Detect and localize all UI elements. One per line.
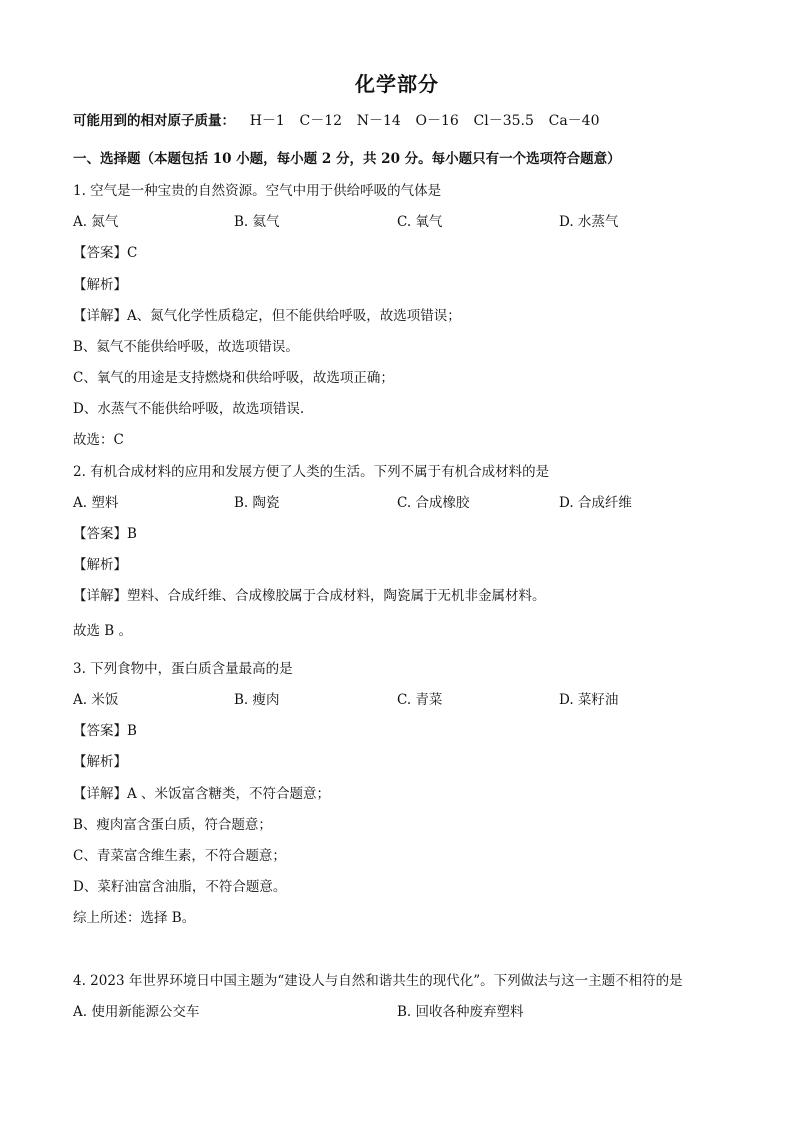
question-1-stem: 1. 空气是一种宝贵的自然资源。空气中用于供给呼吸的气体是 (73, 183, 442, 199)
question-2-option-a: A. 塑料 (73, 495, 119, 511)
question-2-option-b: B. 陶瓷 (234, 495, 280, 511)
atomic-mass-item: Cl－35.5 (473, 113, 534, 129)
question-1-answer: 【答案】C (73, 245, 138, 261)
question-2-option-c: C. 合成橡胶 (397, 495, 470, 511)
question-2-answer: 【答案】B (73, 526, 137, 542)
question-3-answer: 【答案】B (73, 723, 137, 739)
atomic-mass-item: Ca－40 (548, 113, 600, 129)
question-3-option-b: B. 瘦肉 (234, 692, 280, 708)
question-1-option-c: C. 氧气 (397, 214, 443, 230)
question-3-conclusion: 综上所述：选择 B。 (73, 910, 196, 926)
atomic-mass-item: H－1 (249, 113, 285, 129)
question-1-option-d: D. 水蒸气 (559, 214, 619, 230)
question-2-analysis-label: 【解析】 (73, 557, 127, 573)
question-3-option-d: D. 菜籽油 (559, 692, 619, 708)
atomic-mass-label: 可能用到的相对原子质量： (73, 113, 235, 129)
question-1-option-b: B. 氦气 (234, 214, 280, 230)
question-3-option-a: A. 米饭 (73, 692, 119, 708)
atomic-mass-line (73, 112, 600, 130)
question-3-option-c: C. 青菜 (397, 692, 443, 708)
question-4-stem: 4. 2023 年世界环境日中国主题为“建设人与自然和谐共生的现代化”。下列做法与这一主题不相符的是 (73, 973, 683, 989)
question-3-analysis-label: 【解析】 (73, 754, 127, 770)
page-title: 化学部分 (355, 72, 439, 96)
question-1-detail: 【详解】A、氮气化学性质稳定，但不能供给呼吸，故选项错误； (73, 308, 461, 324)
question-1-detail: B、氦气不能供给呼吸，故选项错误。 (73, 339, 299, 355)
atomic-mass-item: N－14 (356, 113, 401, 129)
question-2-detail: 【详解】塑料、合成纤维、合成橡胶属于合成材料，陶瓷属于无机非金属材料。 (73, 588, 546, 604)
question-2-stem: 2. 有机合成材料的应用和发展方便了人类的生活。下列不属于有机合成材料的是 (73, 464, 550, 480)
question-1-option-a: A. 氮气 (73, 214, 119, 230)
question-3-detail: B、瘦肉富含蛋白质，符合题意； (73, 817, 272, 833)
atomic-mass-item: O－16 (415, 113, 459, 129)
question-2-option-d: D. 合成纤维 (559, 495, 632, 511)
question-3-stem: 3. 下列食物中，蛋白质含量最高的是 (73, 661, 293, 677)
section-heading: 一、选择题（本题包括 10 小题，每小题 2 分，共 20 分。每小题只有一个选项符合题意） (73, 151, 621, 167)
question-2-conclusion: 故选 B 。 (73, 623, 133, 639)
question-4-option-a: A. 使用新能源公交车 (73, 1004, 200, 1020)
question-1-detail: D、水蒸气不能供给呼吸，故选项错误. (73, 401, 305, 417)
atomic-mass-item: C－12 (299, 113, 343, 129)
question-1-analysis-label: 【解析】 (73, 277, 127, 293)
question-3-detail: 【详解】A 、米饭富含糖类，不符合题意； (73, 786, 331, 802)
question-1-detail: C、氧气的用途是支持燃烧和供给呼吸，故选项正确； (73, 370, 394, 386)
question-4-option-b: B. 回收各种废弃塑料 (397, 1004, 524, 1020)
question-3-detail: C、青菜富含维生素，不符合题意； (73, 848, 286, 864)
question-3-detail: D、菜籽油富含油脂，不符合题意。 (73, 879, 287, 895)
question-1-conclusion: 故选：C (73, 432, 124, 448)
